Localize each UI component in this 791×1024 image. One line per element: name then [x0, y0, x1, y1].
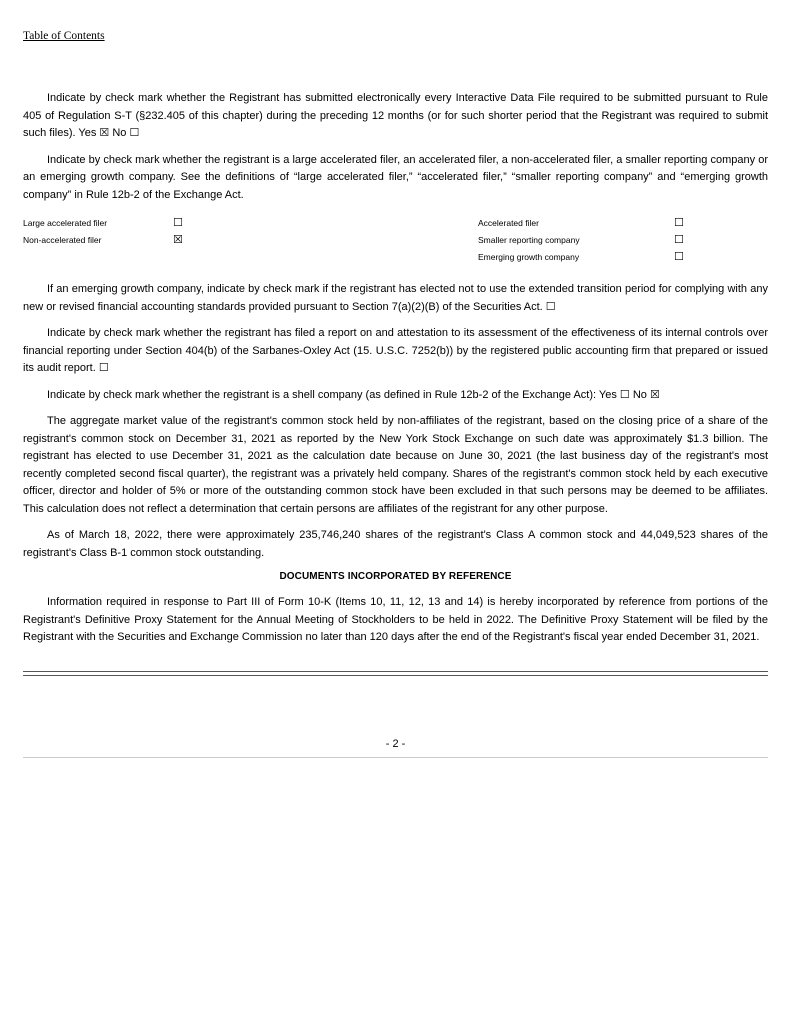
internal-controls-paragraph: Indicate by check mark whether the registrant has filed a report on and attestation to its assessment of the effectiveness of its internal controls over financial reporting under Section 404(b) of the Sarbanes-Oxley Act (15. U.S.C. 7252(b)) by the registered public accounting firm that prepared or issued its audit report. ☐ [23, 327, 768, 374]
filer-row-2 [23, 231, 768, 248]
document-body [23, 90, 768, 656]
footer-divider [23, 757, 768, 758]
filer-status-table [23, 214, 768, 265]
smaller-reporting-company-checkbox: ☐ [674, 233, 684, 246]
shares-outstanding-paragraph: As of March 18, 2022, there were approximately 235,746,240 shares of the registrant's Class A common stock and 44,049,523 shares of the registrant's Class B-1 common stock outstanding. [23, 529, 768, 559]
large-accelerated-filer-checkbox: ☐ [173, 216, 183, 229]
documents-incorporated-heading: DOCUMENTS INCORPORATED BY REFERENCE [279, 571, 512, 582]
accelerated-filer-checkbox: ☐ [674, 216, 684, 229]
table-of-contents-link[interactable]: Table of Contents [23, 30, 105, 42]
non-accelerated-filer-checkbox: ☒ [173, 233, 183, 246]
non-accelerated-filer-label: Non-accelerated filer [23, 234, 102, 245]
market-value-paragraph: The aggregate market value of the registrant's common stock held by non-affiliates of the registrant, based on the closing price of a share of the registrant's common stock on December 31, 2021 as reported by the New York Stock Exchange on such date was approximately $1.3 billion. The registrant has elected to use December 31, 2021 as the calculation date because on June 30, 2021 (the last business day of the registrant's most recently completed second fiscal quarter), the registrant was a privately held company. Shares of the registrant's common stock held by each executive officer, director and holder of 5% or more of the outstanding common stock have been excluded in that such persons may be deemed to be affiliates. This calculation does not reflect a determination that certain persons are affiliates of the registrant for any other purpose. [23, 415, 768, 515]
filer-row-3 [23, 248, 768, 265]
incorporated-info-paragraph: Information required in response to Part III of Form 10-K (Items 10, 11, 12, 13 and 14) is hereby incorporated by reference from portions of the Registrant's Definitive Proxy Statement for the Annual Meeting of Stockholders to be held in 2022. The Definitive Proxy Statement will be filed by the Registrant with the Securities and Exchange Commission no later than 120 days after the end of the Registrant's fiscal year ended December 31, 2021. [23, 596, 768, 643]
page-number: - 2 - [385, 738, 406, 750]
emerging-growth-company-checkbox: ☐ [674, 250, 684, 263]
emerging-growth-company-label: Emerging growth company [478, 251, 580, 262]
filer-status-paragraph: Indicate by check mark whether the registrant is a large accelerated filer, an accelerated filer, a non-accelerated filer, a smaller reporting company or an emerging growth company. See the definitions of “large accelerated filer,” “accelerated filer,” “smaller reporting company” and “emerging growth company” in Rule 12b-2 of the Exchange Act. [23, 153, 768, 201]
shell-company-paragraph: Indicate by check mark whether the registrant is a shell company (as defined in Rule 12b-2 of the Exchange Act): Yes ☐ No ☒ [47, 388, 660, 401]
smaller-reporting-company-label: Smaller reporting company [478, 234, 580, 245]
filer-row-1 [23, 214, 768, 231]
double-divider [23, 671, 768, 676]
large-accelerated-filer-label: Large accelerated filer [23, 217, 108, 228]
accelerated-filer-label: Accelerated filer [478, 217, 539, 228]
transition-period-paragraph: If an emerging growth company, indicate by check mark if the registrant has elected not to use the extended transition period for complying with any new or revised financial accounting standards provided pursuant to Section 7(a)(2)(B) of the Securities Act. ☐ [23, 283, 768, 313]
interactive-data-paragraph: Indicate by check mark whether the Registrant has submitted electronically every Interactive Data File required to be submitted pursuant to Rule 405 of Regulation S-T (§232.405 of this chapter) during the preceding 12 months (or for such shorter period that the Registrant was required to submit such files). Yes ☒ No ☐ [23, 92, 768, 139]
